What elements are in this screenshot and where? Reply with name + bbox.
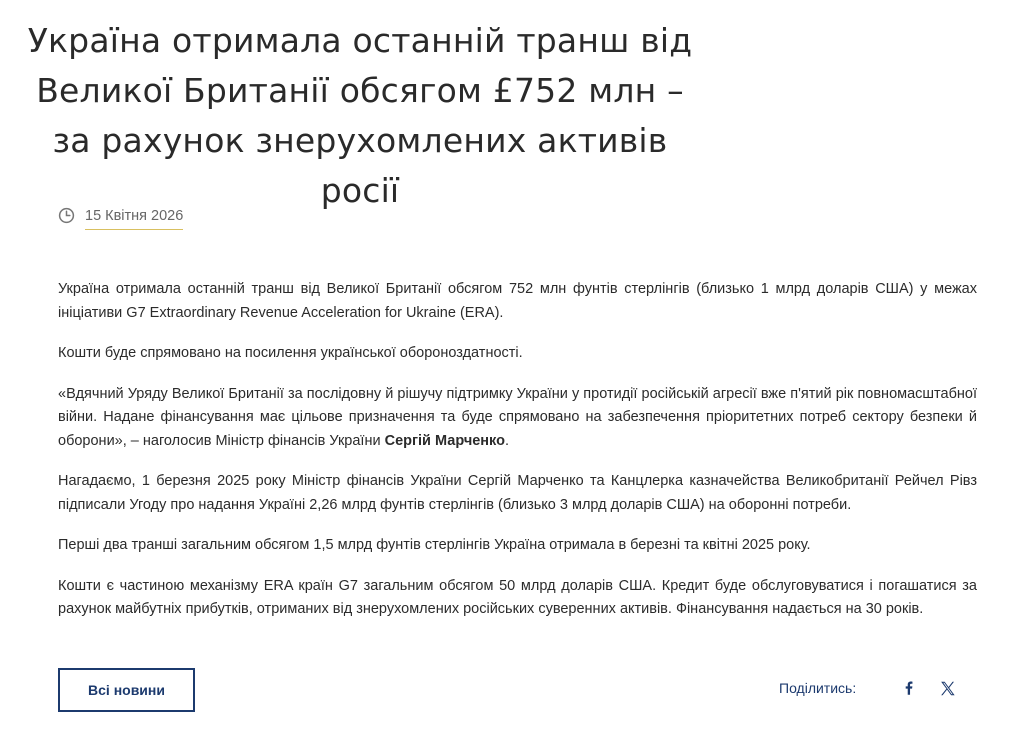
- article-paragraph: Кошти є частиною механізму ERA країн G7 загальним обсягом 50 млрд доларів США. Кредит буде обслуговуватися і погашатися за рахунок майбутніх прибутків, отриманих від знерухомлених російських суверенних активів. Фінансування надається на 30 років.: [58, 577, 977, 617]
- article-paragraph: Перші два транші загальним обсягом 1,5 млрд фунтів стерлінгів Україна отримала в березні та квітні 2025 року.: [58, 537, 811, 553]
- article-paragraph: Кошти буде спрямовано на посилення української обороноздатності.: [58, 345, 523, 361]
- article-title: Україна отримала останній транш від Великої Британії обсягом £752 млн – за рахунок знерухомлених активів росії: [27, 21, 693, 210]
- facebook-icon[interactable]: [898, 677, 920, 699]
- x-twitter-icon[interactable]: [936, 677, 958, 699]
- article-paragraph: Україна отримала останній транш від Великої Британії обсягом 752 млн фунтів стерлінгів (близько 1 млрд доларів США) у межах ініціативи G7 Extraordinary Revenue Acceleration for Ukraine (ERA).: [58, 281, 977, 321]
- quote-end: .: [504, 432, 510, 449]
- article-date: 15 Квітня 2026: [85, 206, 183, 230]
- all-news-button[interactable]: Всі новини: [58, 668, 195, 712]
- article-date-row: [58, 206, 183, 232]
- share-label: Поділитись:: [779, 680, 857, 696]
- minister-name: Сергій Марченко: [384, 432, 505, 449]
- clock-icon: [58, 207, 75, 224]
- article-paragraph: Нагадаємо, 1 березня 2025 року Міністр фінансів України Сергій Марченко та Канцлерка казначейства Великобританії Рейчел Рівз підписали Угоду про надання Україні 2,26 млрд фунтів стерлінгів (близько 3 млрд доларів США) на оборонні потреби.: [58, 473, 977, 513]
- quote-text: «Вдячний Уряду Великої Британії за послідовну й рішучу підтримку України у протидії російській агресії вже п'ятий рік повномасштабної війни. Надане фінансування має цільове призначення та буде спрямовано на забезпечення пріоритетних потреб сектору безпеки й оборони», – наголосив Міністр фінансів України: [58, 385, 977, 449]
- article-paragraph-quote: [58, 383, 977, 454]
- article-body: [58, 278, 977, 639]
